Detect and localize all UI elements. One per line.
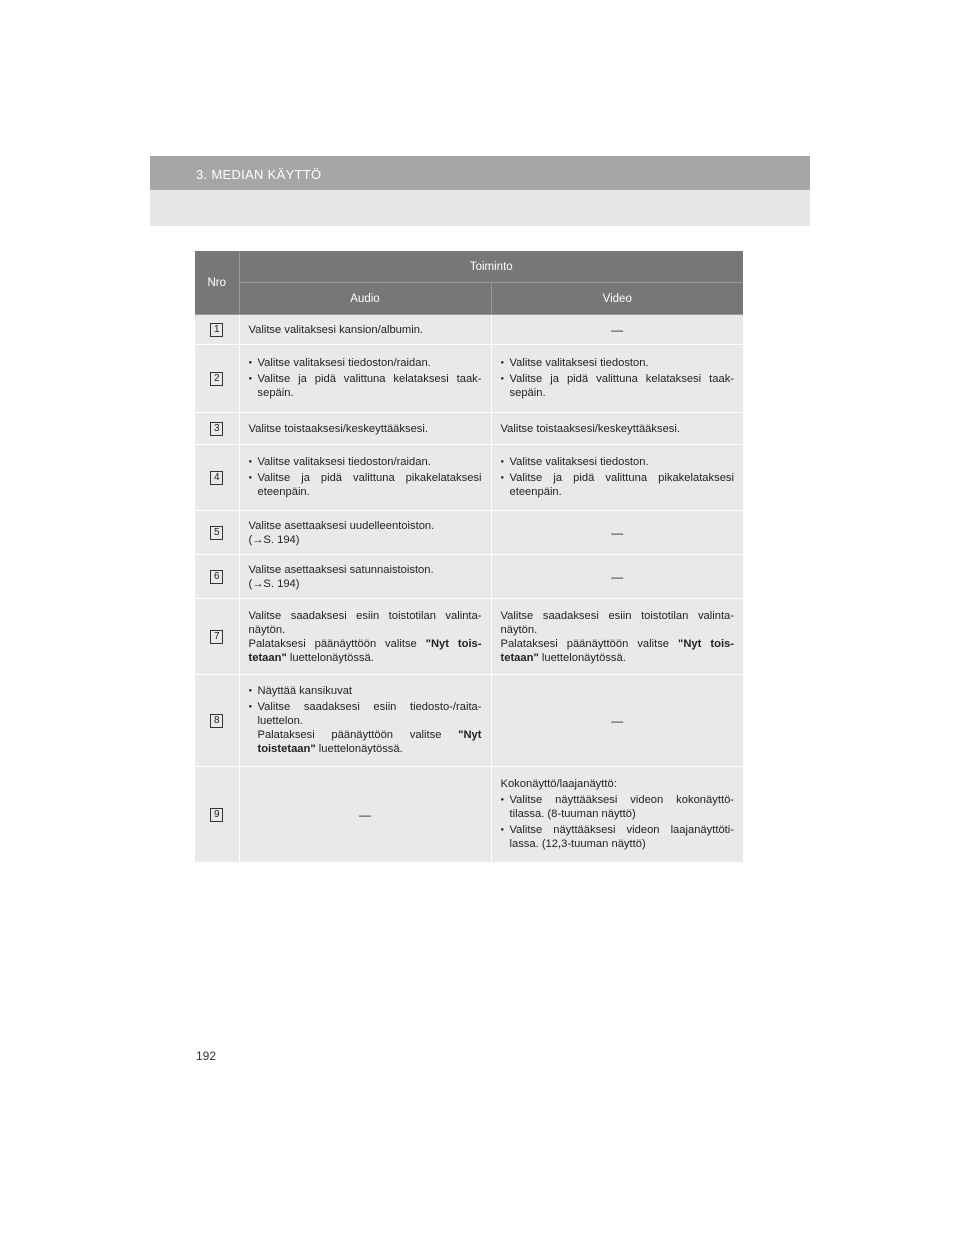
cell-text: Valitse asettaaksesi uudelleentoiston. — [248, 519, 435, 532]
audio-cell — [239, 445, 491, 511]
video-cell — [491, 675, 743, 767]
cell-text — [501, 637, 735, 665]
list-item: ● Valitse ja pidä valittuna pikakelataksesi eteenpäin. — [249, 471, 482, 499]
table-row — [195, 445, 743, 511]
list-item: ● Valitse valitaksesi tiedoston. — [501, 455, 735, 469]
list-item: ● Valitse ja pidä valittuna kelataksesi taak-sepäin. — [501, 372, 735, 400]
empty-dash: — — [611, 569, 624, 584]
cell-text-part: Palataksesi päänäyttöön valitse — [248, 637, 417, 650]
nyt-toistetaan-label: "Nyt tois-tetaan" — [500, 637, 735, 664]
list-item — [249, 700, 482, 756]
row-number: 3 — [210, 422, 223, 436]
section-subheader-bar — [150, 190, 810, 226]
audio-cell: Valitse toistaaksesi/keskeyttääksesi. — [239, 413, 491, 445]
video-cell — [491, 445, 743, 511]
list-item: ● Valitse näyttääksesi videon kokonäyttö-tilassa. (8-tuuman näyttö) — [501, 793, 735, 821]
list-item: ● Valitse näyttääksesi videon laajanäyttöti-lassa. (12,3-tuuman näyttö) — [501, 823, 735, 851]
nyt-toistetaan-label: "Nyt tois-tetaan" — [248, 637, 482, 664]
video-cell: Valitse toistaaksesi/keskeyttääksesi. — [491, 413, 743, 445]
list-item: ● Valitse valitaksesi tiedoston/raidan. — [249, 356, 482, 370]
col-header-video: Video — [491, 283, 743, 315]
empty-dash: — — [611, 713, 624, 728]
row-number: 7 — [210, 630, 223, 644]
audio-cell — [239, 767, 491, 863]
page-reference: (→S. 194) — [248, 577, 300, 590]
list-item: ● Näyttää kansikuvat — [249, 684, 482, 698]
audio-cell — [239, 555, 491, 599]
audio-cell — [239, 675, 491, 767]
video-cell — [491, 511, 743, 555]
table-row — [195, 315, 743, 345]
list-item: ● Valitse ja pidä valittuna pikakelataksesi eteenpäin. — [501, 471, 735, 499]
row-number: 2 — [210, 372, 223, 386]
cell-heading: Kokonäyttö/laajanäyttö: — [500, 777, 617, 790]
table-row — [195, 599, 743, 675]
list-item: ● Valitse valitaksesi tiedoston. — [501, 356, 735, 370]
col-header-toiminto: Toiminto — [239, 251, 743, 283]
page-reference: (→S. 194) — [248, 533, 300, 546]
video-cell — [491, 767, 743, 863]
audio-cell — [239, 599, 491, 675]
row-number: 6 — [210, 570, 223, 584]
list-item: ● Valitse valitaksesi tiedoston/raidan. — [249, 455, 482, 469]
page-number: 192 — [196, 1049, 217, 1063]
empty-dash: — — [611, 322, 624, 337]
table-row — [195, 555, 743, 599]
table-row — [195, 511, 743, 555]
table-row — [195, 413, 743, 445]
nyt-toistetaan-label: "Nyt toistetaan" — [257, 728, 482, 755]
video-cell — [491, 315, 743, 345]
row-number: 4 — [210, 471, 223, 485]
cell-text-part: Valitse saadaksesi esiin tiedosto-/raita-luettelon. — [257, 700, 482, 727]
video-cell — [491, 599, 743, 675]
col-header-audio: Audio — [239, 283, 491, 315]
col-header-nro: Nro — [195, 251, 239, 315]
cell-text: Valitse saadaksesi esiin toistotilan valinta-näytön. — [248, 609, 482, 636]
video-cell — [491, 345, 743, 413]
table-row — [195, 345, 743, 413]
cell-text-part: luettelonäytössä. — [541, 651, 626, 664]
cell-text: Valitse saadaksesi esiin toistotilan valinta-näytön. — [500, 609, 735, 636]
cell-text: Valitse asettaaksesi satunnaistoiston. — [248, 563, 434, 576]
cell-text — [249, 637, 482, 665]
cell-text-part: luettelonäytössä. — [318, 742, 403, 755]
cell-text-part: Palataksesi päänäyttöön valitse — [500, 637, 670, 650]
row-number: 9 — [210, 808, 223, 822]
table-row — [195, 675, 743, 767]
cell-text-part: Palataksesi päänäyttöön valitse — [257, 728, 442, 741]
video-cell — [491, 555, 743, 599]
audio-cell: Valitse valitaksesi kansion/albumin. — [239, 315, 491, 345]
list-item: ● Valitse ja pidä valittuna kelataksesi taak-sepäin. — [249, 372, 482, 400]
audio-cell — [239, 511, 491, 555]
table-row — [195, 767, 743, 863]
row-number: 1 — [210, 323, 223, 337]
function-table — [195, 251, 743, 863]
cell-text-part: luettelonäytössä. — [289, 651, 374, 664]
row-number: 5 — [210, 526, 223, 540]
empty-dash: — — [611, 525, 624, 540]
empty-dash: — — [359, 807, 371, 822]
section-title: 3. MEDIAN KÄYTTÖ — [196, 167, 322, 182]
audio-cell — [239, 345, 491, 413]
row-number: 8 — [210, 714, 223, 728]
